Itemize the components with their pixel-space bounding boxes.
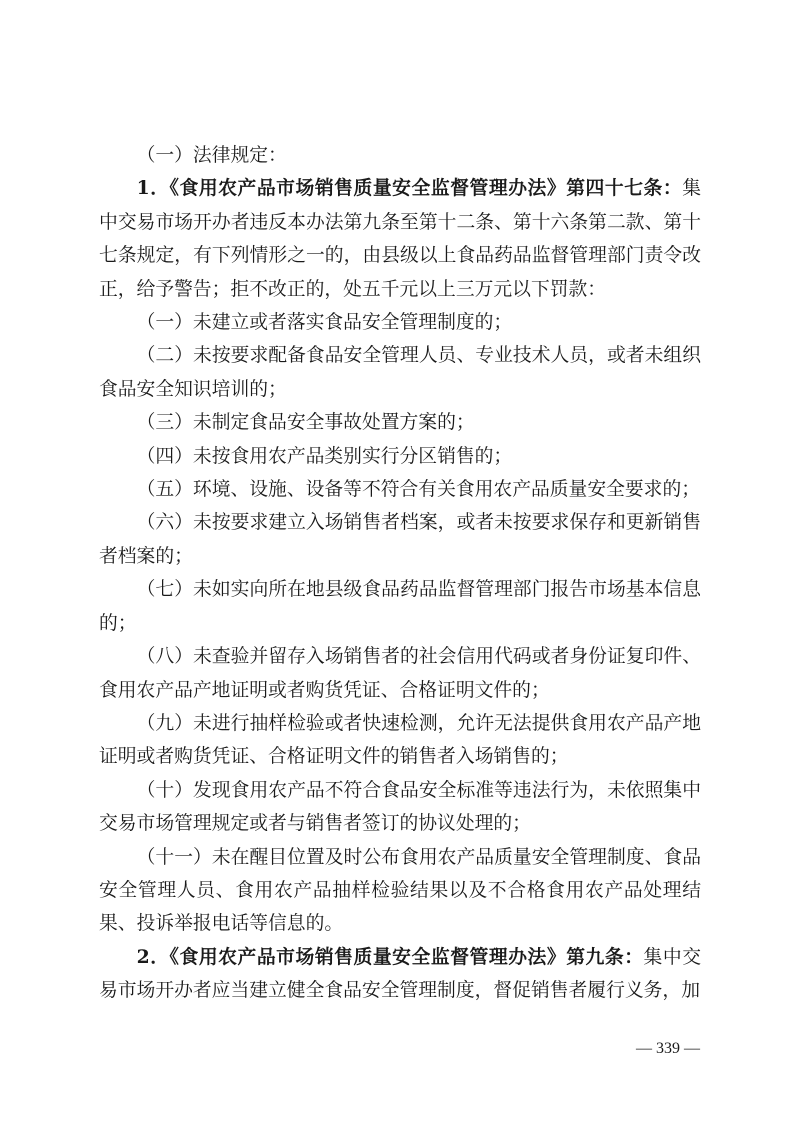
document-body [99, 139, 701, 1008]
article-1-title: 1．《食用农产品市场销售质量安全监督管理办法》第四十七条： [136, 177, 683, 200]
list-item: （十一）未在醒目位置及时公布食用农产品质量安全管理制度、食品安全管理人员、食用农产品抽样检验结果以及不合格食用农产品处理结果、投诉举报电话等信息的。 [99, 846, 701, 935]
list-item: （一）未建立或者落实食品安全管理制度的； [136, 312, 513, 334]
article-1-text: 集中交易市场开办者违反本办法第九条至第十二条、第十六条第二款、第十七条规定，有下列情形之一的，由县级以上食品药品监督管理部门责令改正，给予警告；拒不改正的，处五千元以上三万元以下罚款： [99, 178, 701, 300]
article-2-text: 集中交易市场开办者应当建立健全食品安全管理制度，督促销售者履行义务，加 [99, 946, 701, 1002]
article-1 [99, 172, 701, 306]
list-item: （二）未按要求配备食品安全管理人员、专业技术人员，或者未组织食品安全知识培训的； [99, 345, 701, 400]
page-number: — 339 — [636, 1040, 700, 1057]
section-heading: （一）法律规定： [136, 145, 287, 166]
article-2-title: 2．《食用农产品市场销售质量安全监督管理办法》第九条： [136, 945, 644, 968]
article-2 [99, 941, 701, 1008]
list-item: （六）未按要求建立入场销售者档案，或者未按要求保存和更新销售者档案的； [99, 512, 701, 567]
list-item: （四）未按食用农产品类别实行分区销售的； [136, 445, 513, 467]
list-item: （十）发现食用农产品不符合食品安全标准等违法行为，未依照集中交易市场管理规定或者与销售者签订的协议处理的； [99, 779, 701, 835]
list-item: （七）未如实向所在地县级食品药品监督管理部门报告市场基本信息的； [99, 579, 701, 634]
list-item: （三）未制定食品安全事故处置方案的； [136, 412, 475, 434]
list-item: （五）环境、设施、设备等不符合有关食用农产品质量安全要求的； [136, 479, 701, 501]
list-item: （八）未查验并留存入场销售者的社会信用代码或者身份证复印件、食用农产品产地证明或者购货凭证、合格证明文件的； [99, 646, 701, 701]
list-item: （九）未进行抽样检验或者快速检测，允许无法提供食用农产品产地证明或者购货凭证、合格证明文件的销售者入场销售的； [99, 712, 701, 768]
